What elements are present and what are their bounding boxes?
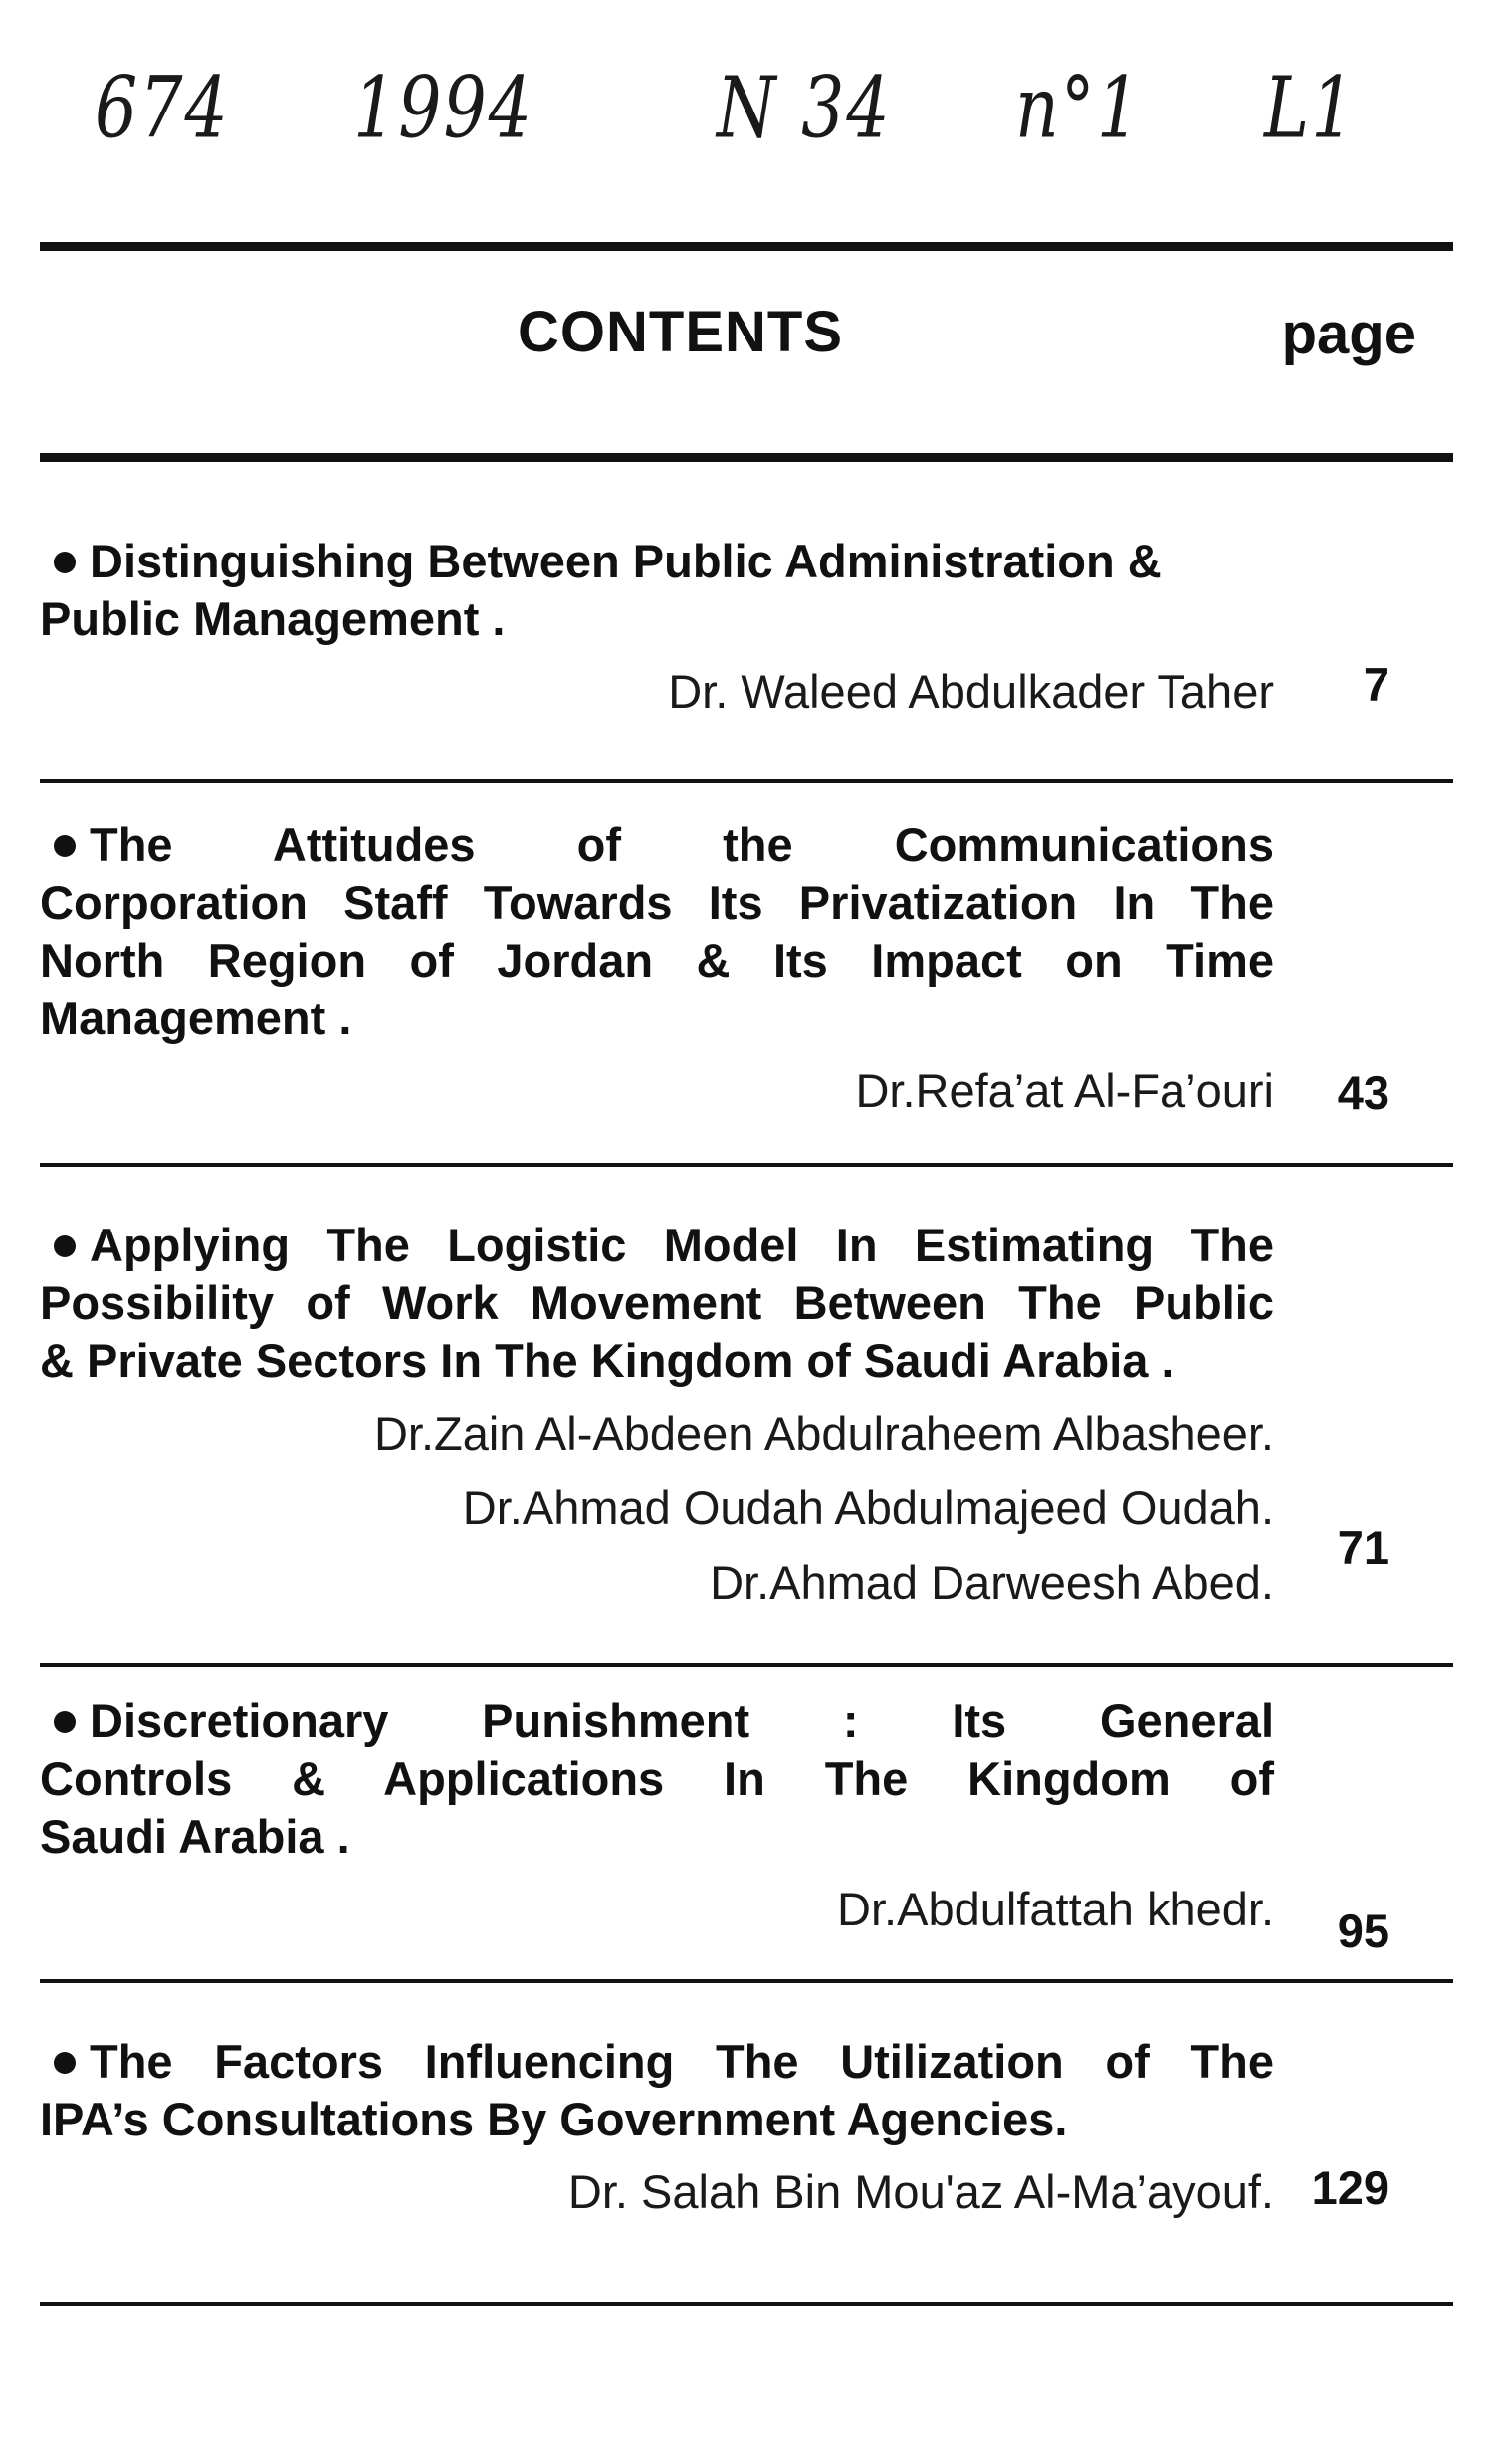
entry-title-line: North Region of Jordan & Its Impact on Time bbox=[40, 934, 1274, 987]
entry-title-line: Public Management . bbox=[40, 592, 506, 645]
bullet-icon bbox=[54, 1235, 76, 1257]
entry-title-line: Management . bbox=[40, 992, 352, 1044]
toc-entry bbox=[40, 1692, 1453, 1957]
toc-entry bbox=[40, 533, 1453, 729]
entry-author: Dr.Zain Al-Abdeen Abdulraheem Albasheer. bbox=[373, 1407, 1274, 1459]
entry-title-line: Controls & Applications In The Kingdom of bbox=[40, 1752, 1274, 1805]
header-top-rule bbox=[40, 242, 1453, 251]
handwriting-1: 674 bbox=[95, 60, 230, 158]
page-column-heading: page bbox=[1281, 302, 1416, 366]
toc-entry bbox=[40, 1217, 1453, 1620]
bottom-rule bbox=[40, 2302, 1453, 2306]
entry-page-number: 43 bbox=[1337, 1066, 1389, 1119]
entry-title-line: Applying The Logistic Model In Estimating The bbox=[90, 1219, 1274, 1271]
contents-heading: CONTENTS bbox=[518, 300, 843, 364]
entry-author: Dr. Waleed Abdulkader Taher bbox=[668, 665, 1274, 718]
entry-author: Dr.Refa’at Al-Fa’ouri bbox=[855, 1064, 1274, 1117]
toc-entry bbox=[40, 2033, 1453, 2229]
entry-title-line: Saudi Arabia . bbox=[40, 1810, 350, 1863]
toc-entry bbox=[40, 816, 1453, 1128]
entry-title bbox=[40, 816, 1274, 1047]
entry-title-line: & Private Sectors In The Kingdom of Saudi Arabia . bbox=[40, 1334, 1174, 1387]
entry-author: Dr.Ahmad Oudah Abdulmajeed Oudah. bbox=[462, 1481, 1274, 1534]
entry-author: Dr.Ahmad Darweesh Abed. bbox=[710, 1556, 1274, 1609]
entry-divider bbox=[40, 1979, 1453, 1983]
bullet-icon bbox=[54, 2052, 76, 2074]
entry-page-number: 95 bbox=[1337, 1904, 1389, 1957]
entry-title bbox=[40, 1692, 1274, 1866]
entry-title-line: Discretionary Punishment : Its General bbox=[90, 1694, 1274, 1747]
entry-divider bbox=[40, 1163, 1453, 1167]
entry-title bbox=[40, 2033, 1274, 2148]
entry-title-line: Distinguishing Between Public Administration & bbox=[90, 535, 1162, 587]
handwriting-4: n°1 bbox=[1015, 60, 1143, 158]
bullet-icon bbox=[54, 835, 76, 857]
entry-title-line: Corporation Staff Towards Its Privatization In The bbox=[40, 876, 1274, 929]
handwritten-call-number bbox=[0, 60, 1490, 189]
handwriting-5: L1 bbox=[1264, 60, 1357, 158]
bullet-icon bbox=[54, 552, 76, 573]
handwriting-3: N 34 bbox=[717, 60, 892, 158]
entry-author: Dr.Abdulfattah khedr. bbox=[837, 1883, 1274, 1935]
entry-divider bbox=[40, 1663, 1453, 1667]
entry-title-line: The Factors Influencing The Utilization of The bbox=[90, 2035, 1274, 2088]
entry-author: Dr. Salah Bin Mou'az Al-Ma’ayouf. bbox=[567, 2165, 1274, 2218]
handwriting-2: 1994 bbox=[353, 60, 534, 158]
entry-page-number: 71 bbox=[1337, 1521, 1389, 1574]
entry-page-number: 129 bbox=[1311, 2161, 1389, 2214]
entry-divider bbox=[40, 779, 1453, 783]
bullet-icon bbox=[54, 1711, 76, 1733]
entry-page-number: 7 bbox=[1363, 658, 1389, 711]
entry-title bbox=[40, 1217, 1274, 1390]
header-bottom-rule bbox=[40, 453, 1453, 462]
entry-title-line: IPA’s Consultations By Government Agencies. bbox=[40, 2093, 1068, 2145]
entry-title bbox=[40, 533, 1274, 648]
entry-title-line: Possibility of Work Movement Between The Public bbox=[40, 1276, 1274, 1329]
entry-title-line: The Attitudes of the Communications bbox=[90, 818, 1274, 871]
